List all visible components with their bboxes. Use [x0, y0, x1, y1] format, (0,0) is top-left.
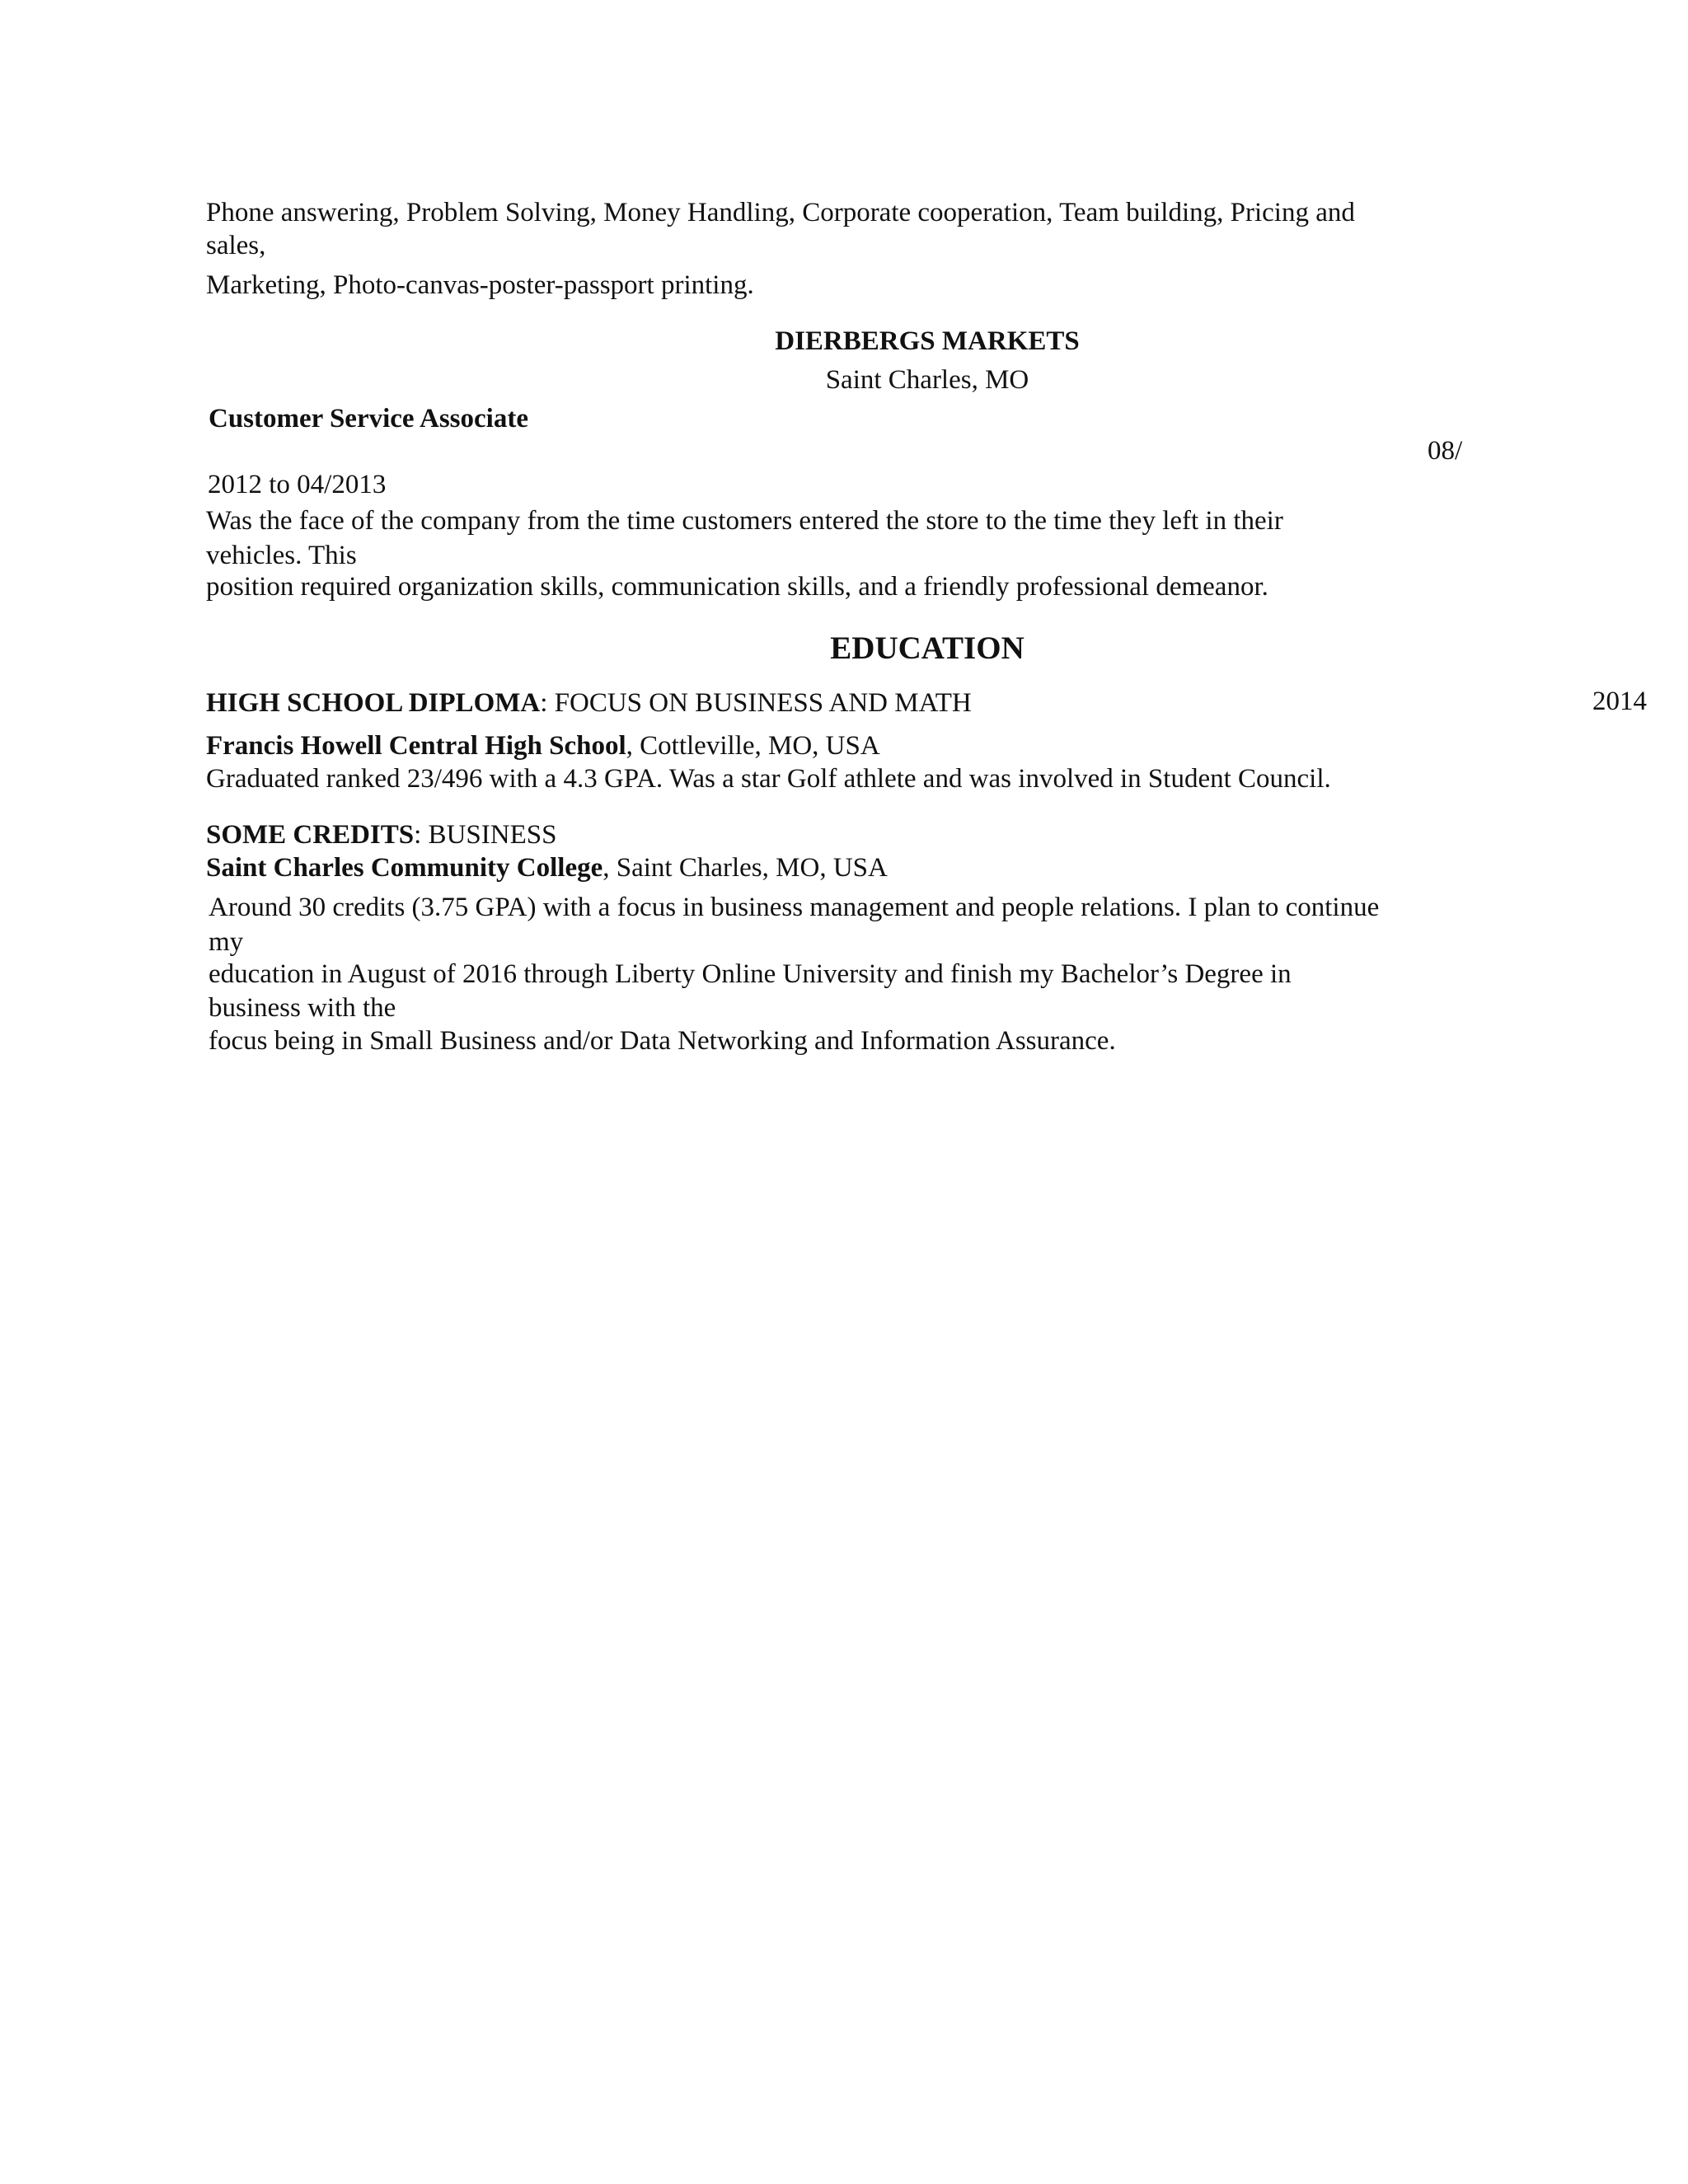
- college-school: Saint Charles Community College: [206, 853, 603, 883]
- college-degree-line: [206, 818, 556, 851]
- college-degree: SOME CREDITS: [206, 820, 415, 850]
- job-title: Customer Service Associate: [209, 404, 528, 434]
- college-desc-line-1: Around 30 credits (3.75 GPA) with a focus in business management and people relations. I plan to continue: [209, 893, 1380, 922]
- college-desc-line-5: focus being in Small Business and/or Data Networking and Information Assurance.: [209, 1026, 1116, 1056]
- hs-school: Francis Howell Central High School: [206, 731, 626, 761]
- hs-desc: Graduated ranked 23/496 with a 4.3 GPA. Was a star Golf athlete and was involved in Student Council.: [206, 764, 1331, 794]
- college-desc-line-3: education in August of 2016 through Liberty Online University and finish my Bachelor’s Degree in: [209, 959, 1292, 989]
- hs-school-location: , Cottleville, MO, USA: [626, 731, 880, 761]
- hs-degree-line: [206, 687, 972, 719]
- college-desc-line-4: business with the: [209, 993, 396, 1023]
- hs-degree: HIGH SCHOOL DIPLOMA: [206, 688, 541, 718]
- employer-location: Saint Charles, MO: [825, 365, 1029, 395]
- college-desc-line-2: my: [209, 927, 244, 957]
- skills-line-3: Marketing, Photo-canvas-poster-passport printing.: [206, 270, 754, 300]
- hs-school-line: [206, 729, 880, 762]
- job-date-range: 2012 to 04/2013: [208, 470, 387, 499]
- skills-line-1: Phone answering, Problem Solving, Money Handling, Corporate cooperation, Team building, Pricing and: [206, 198, 1355, 227]
- skills-line-2: sales,: [206, 231, 266, 260]
- job-date-start: 08/: [1428, 436, 1463, 466]
- college-school-location: , Saint Charles, MO, USA: [603, 853, 888, 883]
- hs-year: 2014: [1592, 687, 1647, 716]
- college-school-line: [206, 851, 888, 884]
- job-desc-line-1: Was the face of the company from the time customers entered the store to the time they left in their: [206, 506, 1283, 536]
- education-heading: EDUCATION: [830, 630, 1025, 666]
- hs-focus: : FOCUS ON BUSINESS AND MATH: [540, 688, 972, 718]
- job-desc-line-2: vehicles. This: [206, 541, 357, 570]
- employer-name: DIERBERGS MARKETS: [775, 326, 1080, 356]
- college-focus: : BUSINESS: [414, 820, 557, 850]
- job-desc-line-3: position required organization skills, communication skills, and a friendly professional demeanor.: [206, 572, 1268, 602]
